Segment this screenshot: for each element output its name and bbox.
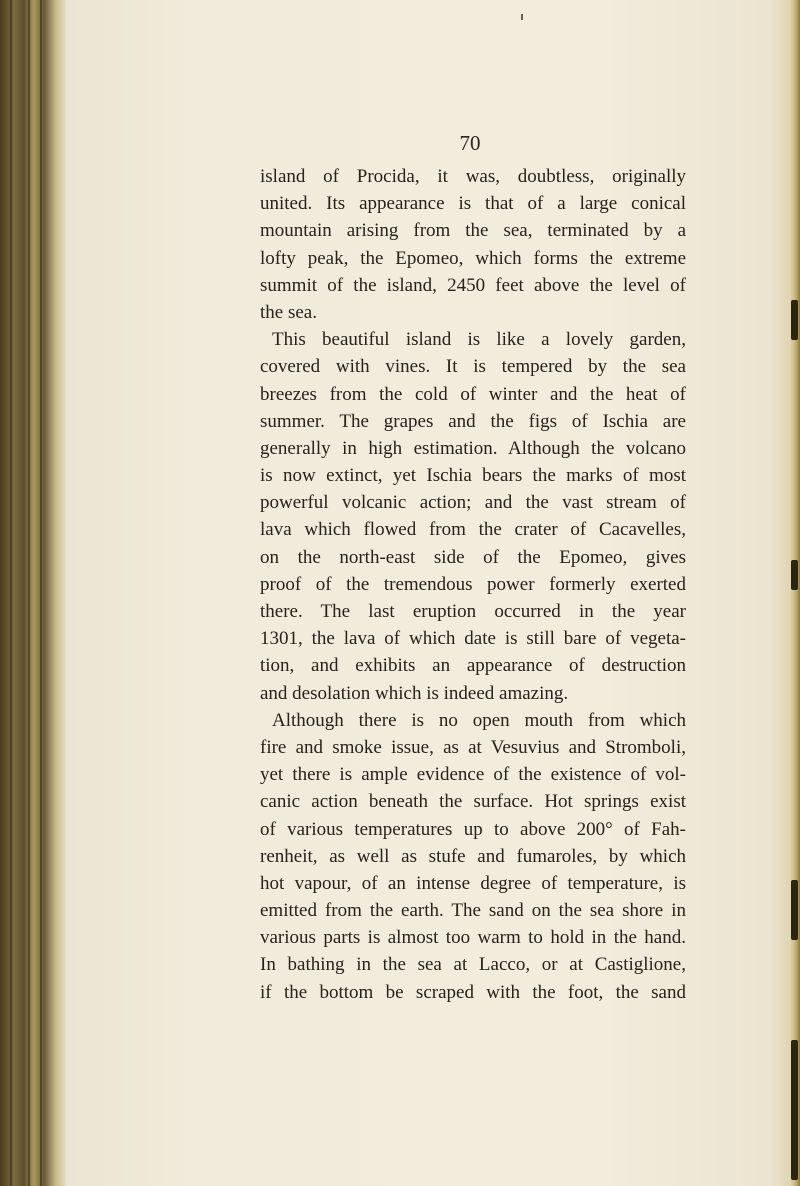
text-line: covered with vines. It is tempered by the sea bbox=[260, 356, 686, 378]
edge-stain bbox=[791, 1040, 798, 1180]
page-number: 70 bbox=[459, 131, 481, 155]
text-line: canic action beneath the surface. Hot springs exist bbox=[260, 791, 686, 813]
text-line: emitted from the earth. The sand on the sea shore in bbox=[260, 900, 686, 922]
text-line: lofty peak, the Epomeo, which forms the extreme bbox=[260, 247, 686, 269]
text-line: proof of the tremendous power formerly exerted bbox=[260, 573, 686, 595]
text-line: various parts is almost too warm to hold in the hand. bbox=[260, 927, 686, 949]
text-line: summit of the island, 2450 feet above the level of bbox=[260, 274, 686, 296]
paragraph-start: Although there is no open mouth from which bbox=[272, 709, 686, 731]
gutter-shadow bbox=[28, 0, 30, 1186]
text-line: tion, and exhibits an appearance of destruction bbox=[260, 655, 686, 677]
text-line: mountain arising from the sea, terminated by a bbox=[260, 220, 686, 242]
text-line: In bathing in the sea at Lacco, or at Castiglione, bbox=[260, 954, 686, 976]
paragraph-start: This beautiful island is like a lovely garden, bbox=[272, 329, 686, 351]
gutter-shadow bbox=[40, 0, 42, 1186]
text-line: renheit, as well as stufe and fumaroles, by which bbox=[260, 845, 686, 867]
print-mark bbox=[521, 14, 523, 20]
text-line: yet there is ample evidence of the existence of vol- bbox=[260, 764, 686, 786]
edge-stain bbox=[791, 300, 798, 340]
text-line: fire and smoke issue, as at Vesuvius and Stromboli, bbox=[260, 736, 686, 758]
text-line: lava which flowed from the crater of Cacavelles, bbox=[260, 519, 686, 541]
text-line: united. Its appearance is that of a large conical bbox=[260, 193, 686, 215]
text-line: generally in high estimation. Although the volcano bbox=[260, 437, 686, 459]
gutter-shadow bbox=[10, 0, 12, 1186]
text-line: and desolation which is indeed amazing. bbox=[260, 682, 569, 704]
text-line: on the north-east side of the Epomeo, gives bbox=[260, 546, 686, 568]
text-line: island of Procida, it was, doubtless, originally bbox=[260, 166, 686, 187]
body-text bbox=[260, 163, 686, 1006]
text-line: 1301, the lava of which date is still bare of vegeta- bbox=[260, 628, 686, 650]
text-line: of various temperatures up to above 200° of Fah- bbox=[260, 818, 686, 840]
text-line: is now extinct, yet Ischia bears the marks of most bbox=[260, 465, 686, 487]
text-line: hot vapour, of an intense degree of temperature, is bbox=[260, 872, 686, 894]
edge-stain bbox=[791, 560, 798, 590]
text-line: the sea. bbox=[260, 301, 317, 323]
edge-stain bbox=[791, 880, 798, 940]
text-line: powerful volcanic action; and the vast stream of bbox=[260, 492, 686, 514]
binding-gutter bbox=[0, 0, 66, 1186]
text-line: there. The last eruption occurred in the year bbox=[260, 601, 686, 622]
text-line: breezes from the cold of winter and the heat of bbox=[260, 383, 686, 405]
page-edge bbox=[784, 0, 800, 1186]
text-line: summer. The grapes and the figs of Ischia are bbox=[260, 410, 686, 432]
text-line: if the bottom be scraped with the foot, the sand bbox=[260, 981, 686, 1003]
